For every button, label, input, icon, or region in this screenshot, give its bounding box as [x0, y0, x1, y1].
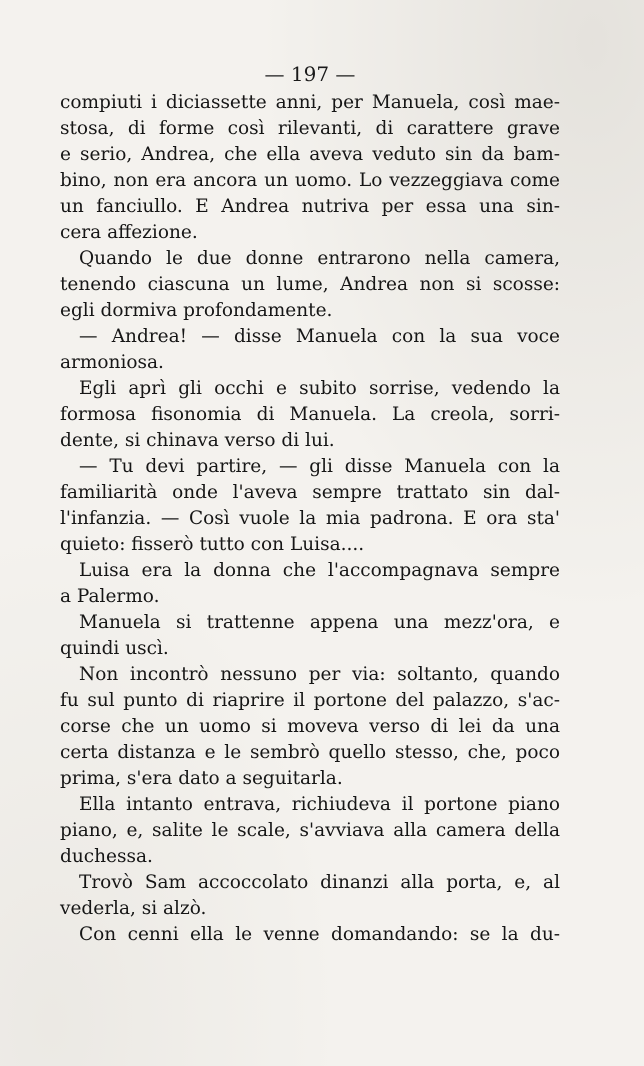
text-line: Ella intanto entrava, richiudeva il portone piano	[79, 794, 560, 815]
text-line: corse che un uomo si moveva verso di lei da una	[60, 716, 560, 737]
text-line: Quando le due donne entrarono nella camera,	[79, 248, 560, 269]
text-line: compiuti i diciassette anni, per Manuela, così mae-	[60, 92, 560, 113]
text-line: fu sul punto di riaprire il portone del palazzo, s'ac-	[60, 690, 560, 711]
text-line: l'infanzia. — Così vuole la mia padrona. E ora sta'	[60, 508, 560, 529]
text-line: a Palermo.	[60, 586, 160, 607]
text-line: — Andrea! — disse Manuela con la sua voce	[79, 326, 560, 347]
text-line: stosa, di forme così rilevanti, di carattere grave	[60, 118, 560, 139]
text-line: Non incontrò nessuno per via: soltanto, quando	[79, 664, 560, 685]
text-line: bino, non era ancora un uomo. Lo vezzeggiava come	[60, 170, 560, 191]
text-line: tenendo ciascuna un lume, Andrea non si scosse:	[60, 274, 560, 295]
text-line: formosa fisonomia di Manuela. La creola, sorri-	[60, 404, 560, 425]
text-line: familiarità onde l'aveva sempre trattato sin dal-	[60, 482, 560, 503]
text-line: prima, s'era dato a seguitarla.	[60, 768, 343, 789]
text-line: armoniosa.	[60, 352, 164, 373]
text-line: dente, si chinava verso di lui.	[60, 430, 335, 451]
text-line: Trovò Sam accoccolato dinanzi alla porta, e, al	[79, 872, 560, 893]
text-line: Manuela si trattenne appena una mezz'ora, e	[79, 612, 560, 633]
text-line: certa distanza e le sembrò quello stesso, che, poco	[60, 742, 560, 763]
text-line: vederla, si alzò.	[60, 898, 207, 919]
text-line: Con cenni ella le venne domandando: se la du-	[79, 924, 560, 945]
text-line: — Tu devi partire, — gli disse Manuela con la	[79, 456, 560, 477]
text-line: Luisa era la donna che l'accompagnava sempre	[79, 560, 560, 581]
text-line: quindi uscì.	[60, 638, 169, 659]
text-line: duchessa.	[60, 846, 153, 867]
page-number: — 197 —	[264, 62, 356, 86]
text-line: e serio, Andrea, che ella aveva veduto sin da bam-	[60, 144, 560, 165]
text-line: un fanciullo. E Andrea nutriva per essa una sin-	[60, 196, 560, 217]
text-line: piano, e, salite le scale, s'avviava alla camera della	[60, 820, 560, 841]
text-line: quieto: fisserò tutto con Luisa....	[60, 534, 365, 555]
text-line: egli dormiva profondamente.	[60, 300, 333, 321]
text-line: Egli aprì gli occhi e subito sorrise, vedendo la	[79, 378, 560, 399]
text-line: cera affezione.	[60, 222, 198, 243]
